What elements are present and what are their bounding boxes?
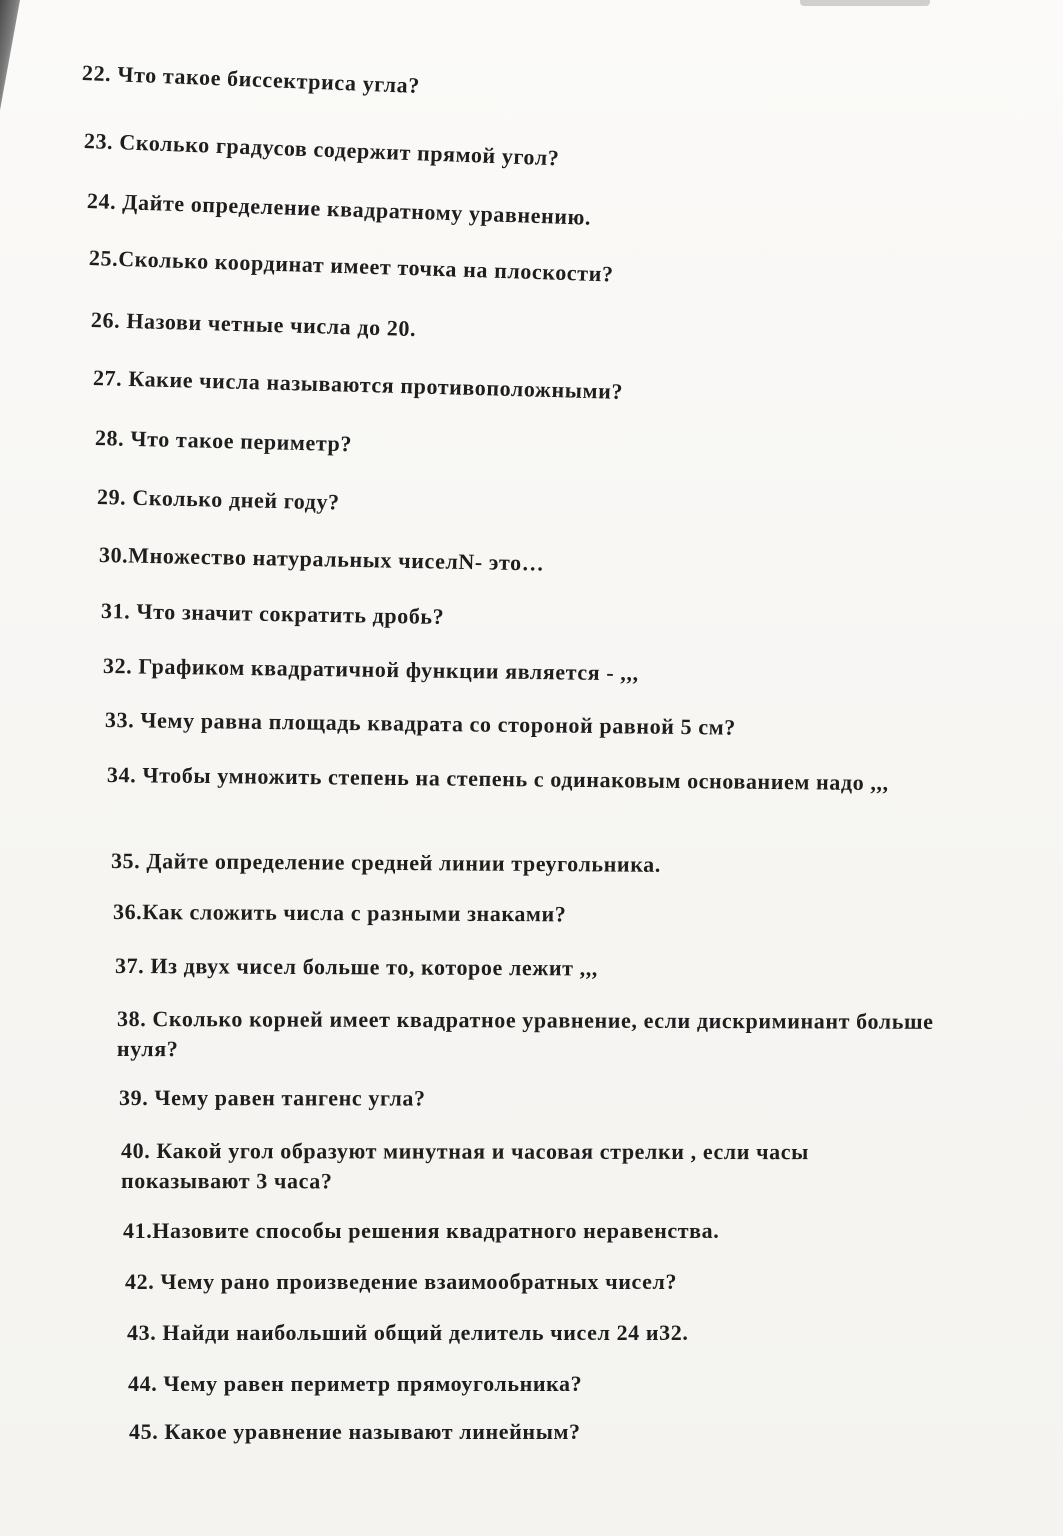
question-27: 27. Какие числа называются противоположными? — [92, 365, 624, 404]
question-40: 40. Какой угол образуют минутная и часовая стрелки , если часы показывают 3 часа? — [120, 1138, 809, 1194]
question-45: 45. Какое уравнение называют линейным? — [129, 1419, 581, 1444]
question-44: 44. Чему равен периметр прямоугольника? — [128, 1371, 583, 1396]
question-30: 30.Множество натуральных чиселN- это… — [98, 542, 545, 576]
question-31: 31. Что значит сократить дробь? — [100, 598, 445, 629]
question-36: 36.Как сложить числа с разными знаками? — [112, 899, 567, 927]
question-37: 37. Из двух чисел больше то, которое лежит ,,, — [114, 953, 599, 981]
question-22: 22. Что такое биссектриса угла? — [81, 60, 421, 98]
question-25: 25.Сколько координат имеет точка на плоскости? — [88, 245, 614, 287]
question-24: 24. Дайте определение квадратному уравнению. — [86, 188, 592, 230]
top-edge-smudge — [800, 0, 930, 6]
question-41: 41.Назовите способы решения квадратного неравенства. — [123, 1218, 720, 1243]
question-38: 38. Сколько корней имеет квадратное уравнение, если дискриминант больше нуля? — [116, 1006, 934, 1062]
question-32: 32. Графиком квадратичной функции является - ,,, — [102, 653, 639, 686]
question-33: 33. Чему равна площадь квадрата со стороной равной 5 см? — [104, 707, 737, 740]
question-43: 43. Найди наибольший общий делитель чисел 24 и32. — [127, 1320, 689, 1345]
question-23: 23. Сколько градусов содержит прямой угол? — [83, 128, 560, 171]
page-corner-shadow — [0, 0, 20, 110]
question-39: 39. Чему равен тангенс угла? — [118, 1085, 426, 1111]
question-26: 26. Назови четные числа до 20. — [90, 307, 417, 342]
question-29: 29. Сколько дней году? — [96, 484, 340, 515]
question-28: 28. Что такое периметр? — [94, 425, 353, 457]
question-42: 42. Чему рано произведение взаимообратных чисел? — [125, 1269, 678, 1294]
question-34: 34. Чтобы умножить степень на степень с одинаковым основанием надо ,,, — [106, 762, 889, 796]
question-35: 35. Дайте определение средней линии треугольника. — [110, 848, 661, 877]
